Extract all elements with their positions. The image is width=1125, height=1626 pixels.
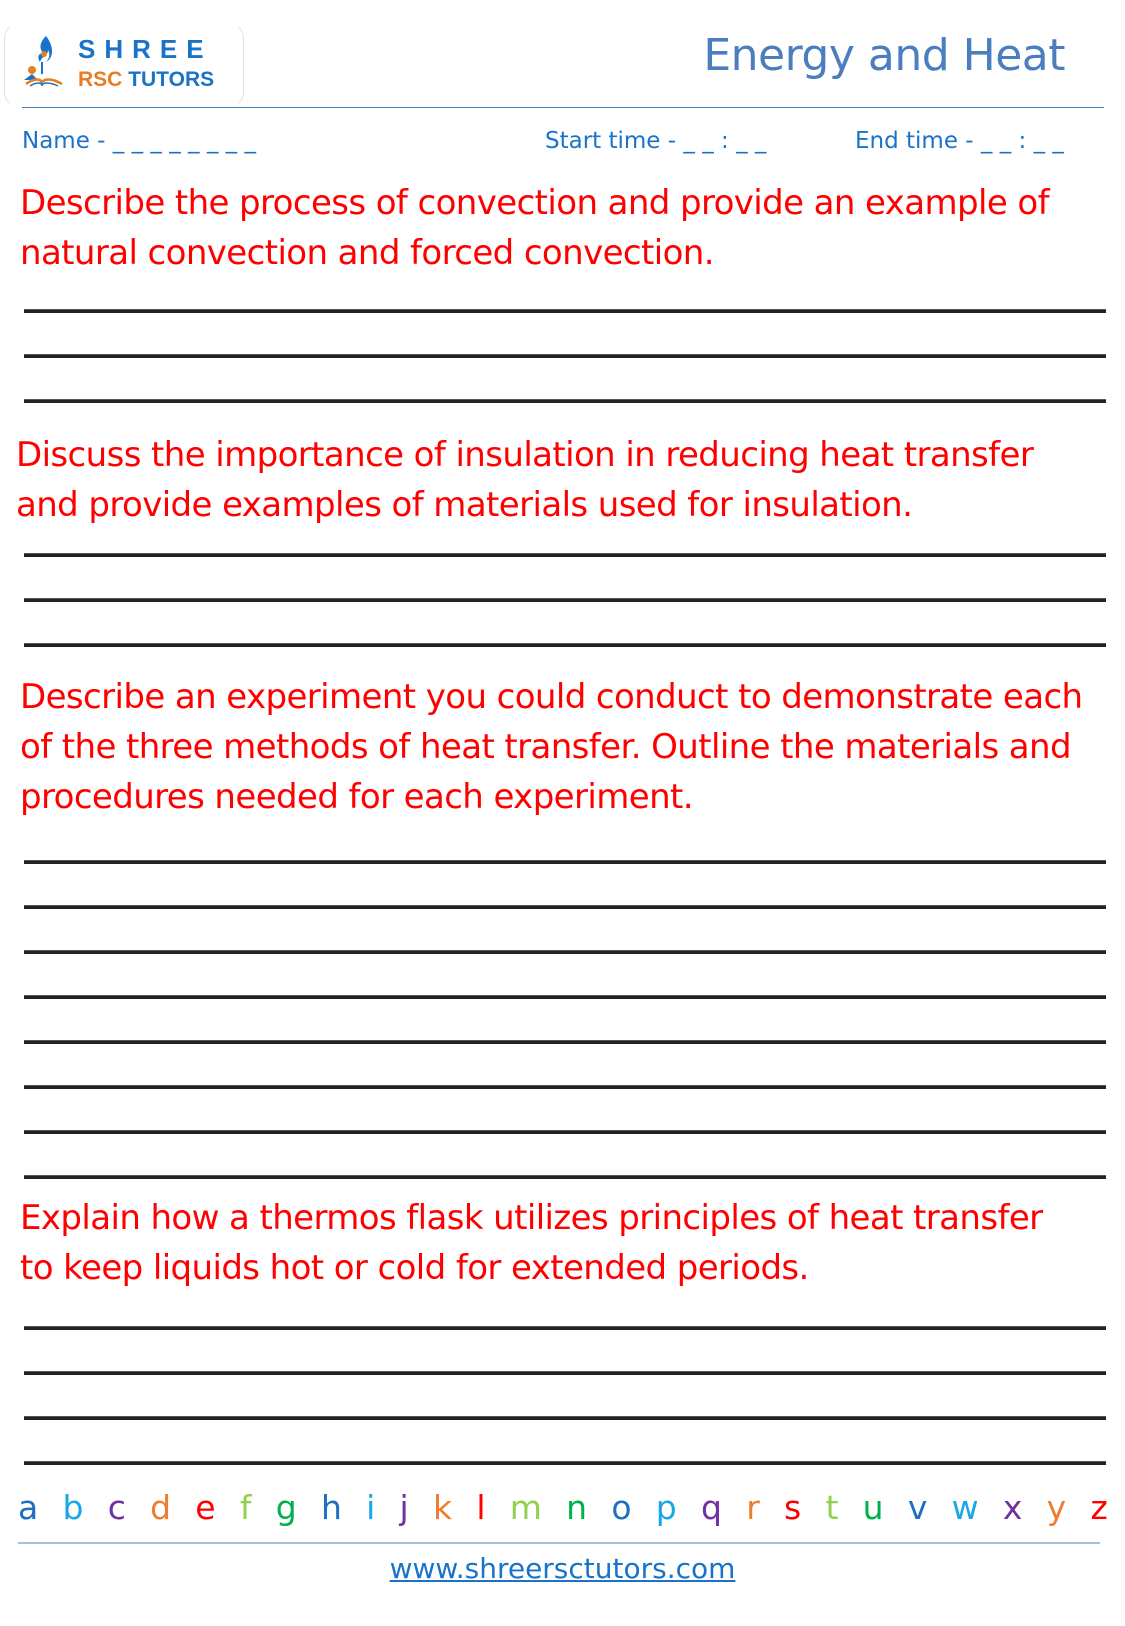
alphabet-letter: z: [1090, 1488, 1108, 1527]
alphabet-letter: p: [655, 1488, 677, 1527]
question-1: [20, 178, 1110, 278]
answer-line[interactable]: [24, 1416, 1106, 1420]
answer-line[interactable]: [24, 1130, 1106, 1134]
question-1-line-2: natural convection and forced convection.: [20, 233, 714, 273]
alphabet-letter: c: [107, 1488, 126, 1527]
alphabet-strip: [18, 1488, 1108, 1527]
question-3: [20, 672, 1110, 822]
alphabet-letter: x: [1002, 1488, 1023, 1527]
question-3-line-3: procedures needed for each experiment.: [20, 777, 693, 817]
alphabet-letter: t: [825, 1488, 839, 1527]
answer-line[interactable]: [24, 553, 1106, 557]
alphabet-letter: i: [366, 1488, 376, 1527]
alphabet-letter: h: [320, 1488, 342, 1527]
worksheet-title: Energy and Heat: [703, 30, 1065, 81]
answer-line[interactable]: [24, 598, 1106, 602]
answer-line[interactable]: [24, 1326, 1106, 1330]
header-divider: [22, 107, 1104, 108]
alphabet-letter: d: [150, 1488, 172, 1527]
question-4-line-1: Explain how a thermos flask utilizes principles of heat transfer: [20, 1198, 1043, 1238]
alphabet-letter: m: [509, 1488, 542, 1527]
alphabet-letter: j: [399, 1488, 409, 1527]
alphabet-letter: u: [862, 1488, 884, 1527]
question-4: [20, 1193, 1110, 1293]
name-field: Name - _ _ _ _ _ _ _ _: [22, 128, 256, 154]
answer-line[interactable]: [24, 309, 1106, 313]
alphabet-letter: g: [275, 1488, 297, 1527]
logo-brand-bottom: [78, 68, 214, 92]
answer-line[interactable]: [24, 1085, 1106, 1089]
answer-line[interactable]: [24, 643, 1106, 647]
question-1-line-1: Describe the process of convection and provide an example of: [20, 183, 1049, 223]
alphabet-letter: o: [611, 1488, 632, 1527]
question-2-line-2: and provide examples of materials used for insulation.: [16, 485, 913, 525]
logo-brand-top: SHREE: [78, 34, 213, 64]
answer-line[interactable]: [24, 354, 1106, 358]
answer-line[interactable]: [24, 905, 1106, 909]
question-4-line-2: to keep liquids hot or cold for extended periods.: [20, 1248, 809, 1288]
alphabet-letter: k: [432, 1488, 453, 1527]
alphabet-letter: b: [62, 1488, 84, 1527]
question-3-line-2: of the three methods of heat transfer. Outline the materials and: [20, 727, 1071, 767]
answer-line[interactable]: [24, 1040, 1106, 1044]
alphabet-letter: w: [951, 1488, 979, 1527]
alphabet-letter: f: [239, 1488, 252, 1527]
footer-divider: [18, 1542, 1100, 1544]
alphabet-letter: l: [476, 1488, 486, 1527]
alphabet-letter: n: [566, 1488, 588, 1527]
start-time-field: Start time - _ _ : _ _: [545, 128, 767, 154]
answer-line[interactable]: [24, 950, 1106, 954]
alphabet-letter: v: [907, 1488, 928, 1527]
alphabet-letter: s: [784, 1488, 802, 1527]
question-3-line-1: Describe an experiment you could conduct to demonstrate each: [20, 677, 1083, 717]
answer-line[interactable]: [24, 860, 1106, 864]
alphabet-letter: a: [18, 1488, 39, 1527]
question-2-line-1: Discuss the importance of insulation in reducing heat transfer: [16, 435, 1034, 475]
alphabet-letter: e: [195, 1488, 216, 1527]
alphabet-letter: r: [746, 1488, 760, 1527]
alphabet-letter: q: [700, 1488, 722, 1527]
answer-line[interactable]: [24, 1461, 1106, 1465]
logo-tutors-text: TUTORS: [128, 68, 215, 91]
answer-line[interactable]: [24, 1371, 1106, 1375]
answer-line[interactable]: [24, 399, 1106, 403]
end-time-field: End time - _ _ : _ _: [855, 128, 1064, 154]
logo-rsc-text: RSC: [78, 68, 123, 91]
answer-line[interactable]: [24, 1175, 1106, 1179]
answer-line[interactable]: [24, 995, 1106, 999]
question-2: [16, 430, 1106, 530]
website-link[interactable]: www.shreersctutors.com: [389, 1552, 736, 1585]
flame-book-logo-icon: [20, 34, 64, 90]
alphabet-letter: y: [1046, 1488, 1067, 1527]
